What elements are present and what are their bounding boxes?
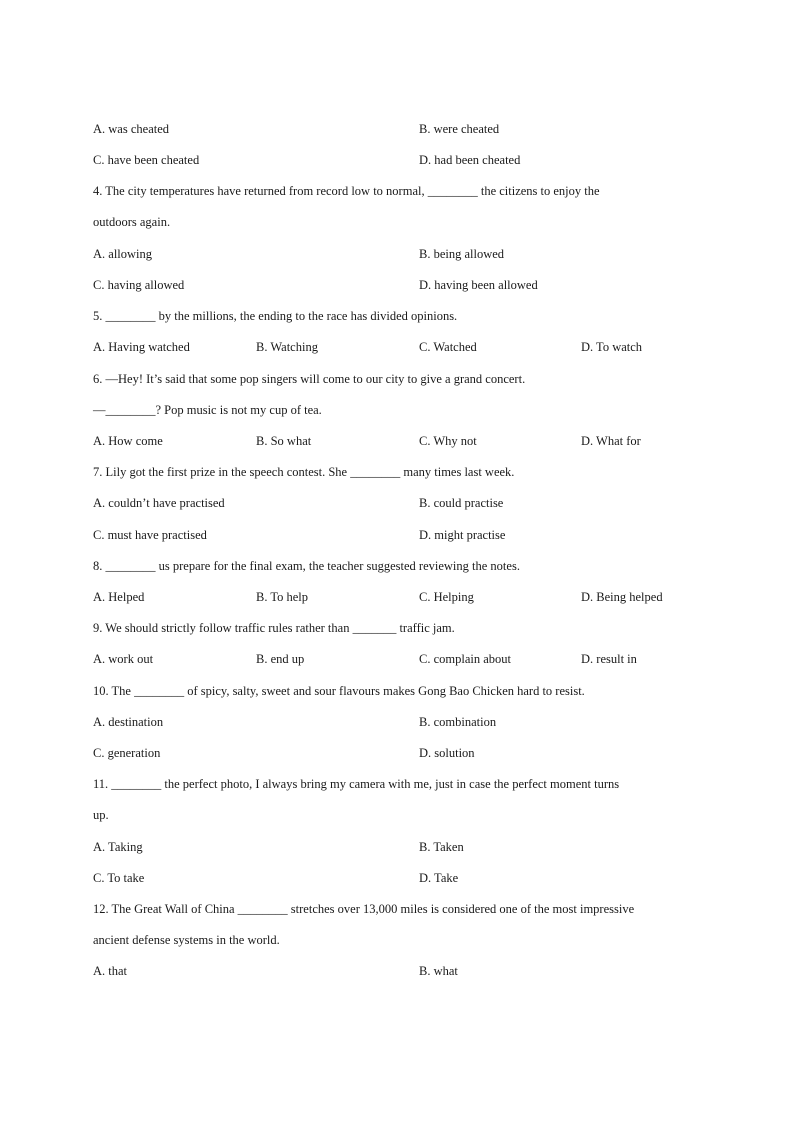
question-9-option-c: C. complain about bbox=[419, 652, 511, 666]
option-a: A. was cheated bbox=[93, 122, 170, 136]
question-4-option-d: D. having been allowed bbox=[419, 278, 538, 292]
question-11-stem-line-1: 11. ________ the perfect photo, I always bring my camera with me, just in case the perfect moment turns bbox=[93, 777, 620, 791]
question-8-option-c: C. Helping bbox=[419, 590, 474, 604]
question-7-option-a: A. couldn’t have practised bbox=[93, 496, 225, 510]
option-c: C. have been cheated bbox=[93, 153, 200, 167]
question-8-option-b: B. To help bbox=[256, 590, 309, 604]
question-11-option-d: D. Take bbox=[419, 871, 459, 885]
question-11-option-c: C. To take bbox=[93, 871, 145, 885]
question-4-option-a: A. allowing bbox=[93, 247, 153, 261]
question-4-stem-line-1: 4. The city temperatures have returned from record low to normal, ________ the citizens to enjoy the bbox=[93, 184, 600, 198]
question-5-option-b: B. Watching bbox=[256, 340, 318, 354]
question-6-stem-line-2: —________? Pop music is not my cup of tea. bbox=[93, 403, 322, 417]
question-6-option-b: B. So what bbox=[256, 434, 312, 448]
question-9-option-b: B. end up bbox=[256, 652, 305, 666]
question-11-option-b: B. Taken bbox=[419, 840, 464, 854]
question-5-option-a: A. Having watched bbox=[93, 340, 190, 354]
option-d: D. had been cheated bbox=[419, 153, 521, 167]
question-12-option-a: A. that bbox=[93, 964, 128, 978]
question-7-option-c: C. must have practised bbox=[93, 528, 207, 542]
question-11-stem-line-2: up. bbox=[93, 808, 109, 822]
question-4-stem-line-2: outdoors again. bbox=[93, 215, 171, 229]
question-7-stem: 7. Lily got the first prize in the speech contest. She ________ many times last week. bbox=[93, 465, 515, 479]
question-10-option-b: B. combination bbox=[419, 715, 497, 729]
question-8-stem: 8. ________ us prepare for the final exam, the teacher suggested reviewing the notes. bbox=[93, 559, 520, 573]
question-6-stem-line-1: 6. —Hey! It’s said that some pop singers will come to our city to give a grand concert. bbox=[93, 372, 526, 386]
question-7-option-b: B. could practise bbox=[419, 496, 504, 510]
question-10-option-c: C. generation bbox=[93, 746, 161, 760]
question-5-stem: 5. ________ by the millions, the ending to the race has divided opinions. bbox=[93, 309, 458, 323]
question-8-option-d: D. Being helped bbox=[581, 590, 663, 604]
question-9-option-d: D. result in bbox=[581, 652, 637, 666]
question-10-option-d: D. solution bbox=[419, 746, 475, 760]
question-11-option-a: A. Taking bbox=[93, 840, 143, 854]
question-7-option-d: D. might practise bbox=[419, 528, 506, 542]
question-5-option-c: C. Watched bbox=[419, 340, 477, 354]
question-4-option-b: B. being allowed bbox=[419, 247, 505, 261]
question-12-stem-line-2: ancient defense systems in the world. bbox=[93, 933, 280, 947]
question-12-stem-line-1: 12. The Great Wall of China ________ stretches over 13,000 miles is considered one of the most impressive bbox=[93, 902, 635, 916]
question-6-option-d: D. What for bbox=[581, 434, 641, 448]
question-10-stem: 10. The ________ of spicy, salty, sweet and sour flavours makes Gong Bao Chicken hard to resist. bbox=[93, 684, 585, 698]
question-5-option-d: D. To watch bbox=[581, 340, 643, 354]
question-6-option-a: A. How come bbox=[93, 434, 163, 448]
question-9-stem: 9. We should strictly follow traffic rules rather than _______ traffic jam. bbox=[93, 621, 455, 635]
question-12-option-b: B. what bbox=[419, 964, 458, 978]
question-6-option-c: C. Why not bbox=[419, 434, 477, 448]
question-8-option-a: A. Helped bbox=[93, 590, 145, 604]
question-10-option-a: A. destination bbox=[93, 715, 164, 729]
question-4-option-c: C. having allowed bbox=[93, 278, 185, 292]
question-9-option-a: A. work out bbox=[93, 652, 154, 666]
option-b: B. were cheated bbox=[419, 122, 500, 136]
